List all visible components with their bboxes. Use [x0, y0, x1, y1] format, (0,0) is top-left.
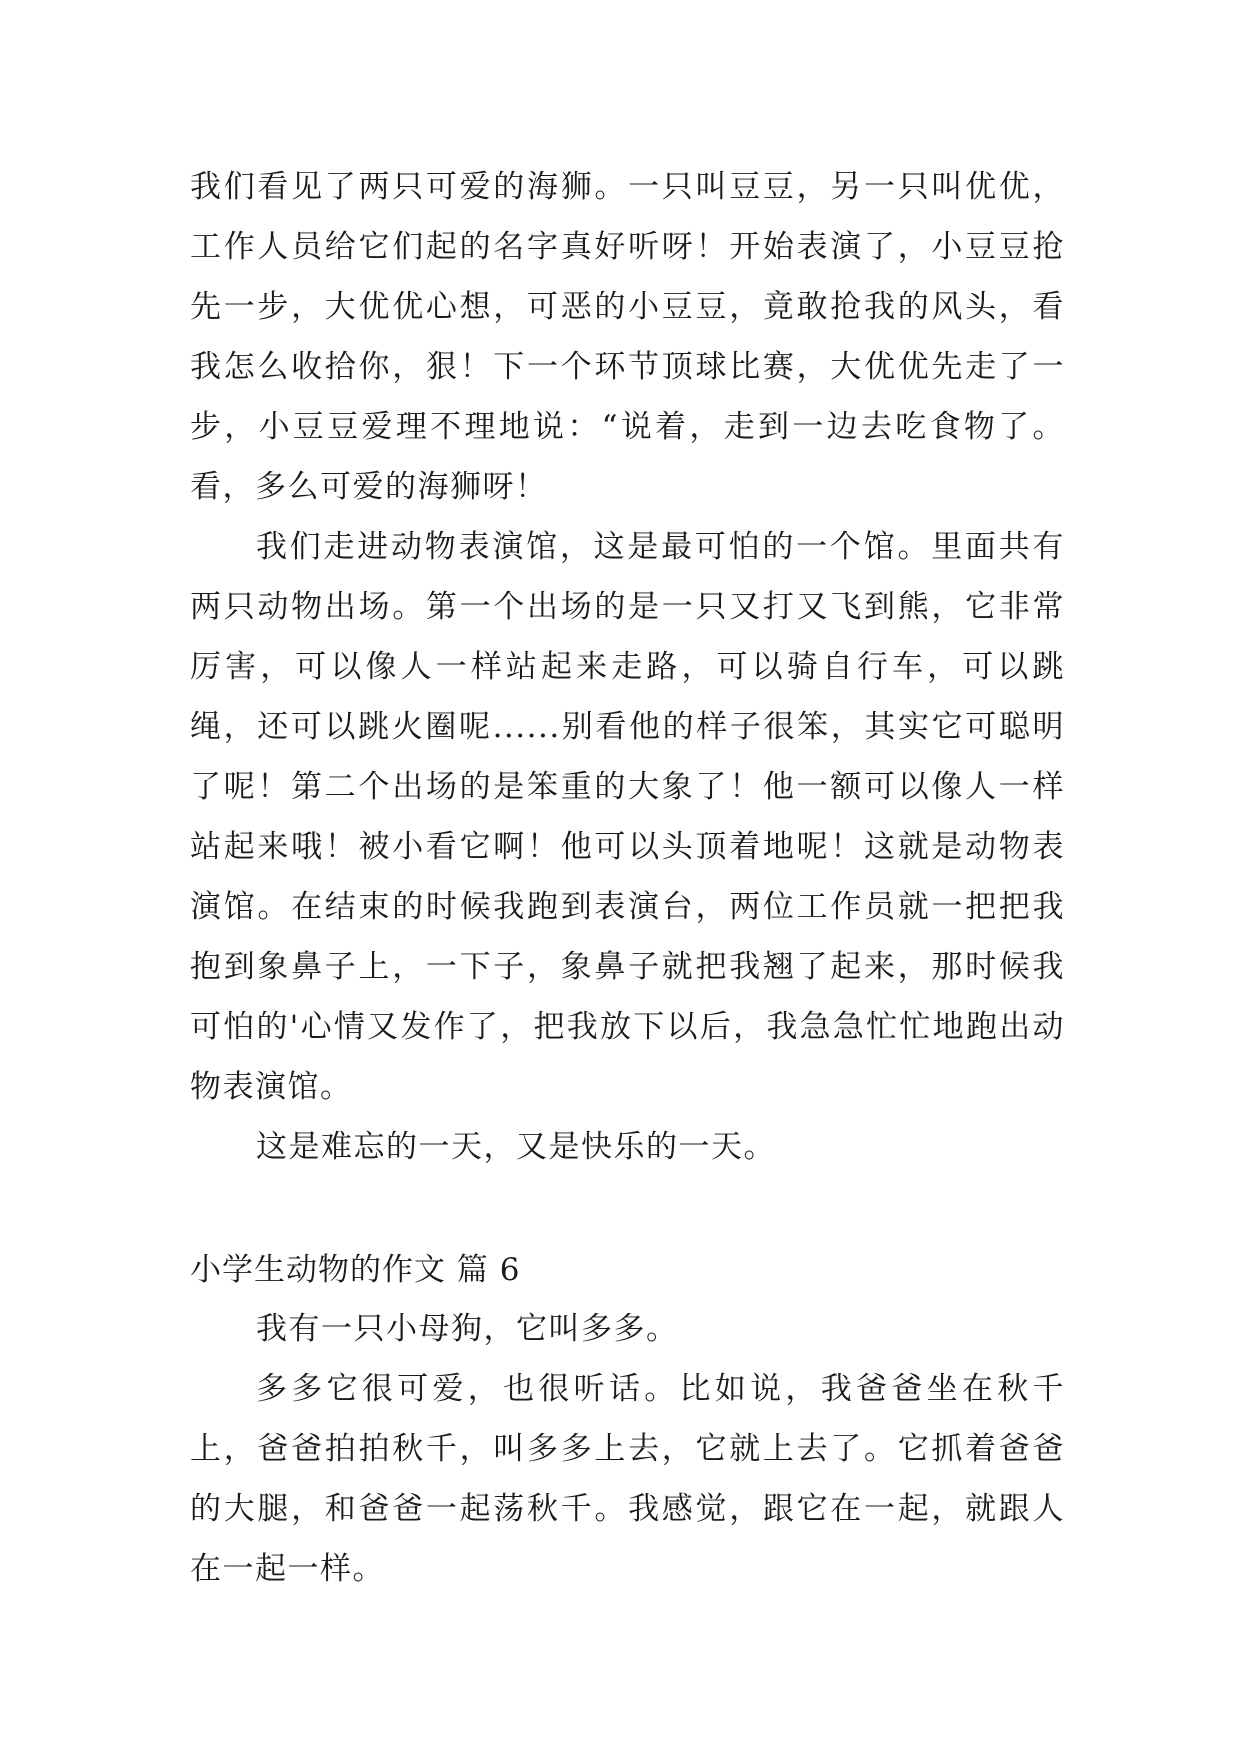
paragraph-duoduo-swing: 多多它很可爱，也很听话。比如说，我爸爸坐在秋千上，爸爸拍拍秋千，叫多多上去，它就上去了。它抓着爸爸的大腿，和爸爸一起荡秋千。我感觉，跟它在一起，就跟人在一起一样。	[190, 1371, 1065, 1587]
document-body	[190, 157, 1065, 1599]
paragraph-memorable-day: 这是难忘的一天，又是快乐的一天。	[256, 1129, 776, 1165]
paragraph-animal-show-hall: 我们走进动物表演馆，这是最可怕的一个馆。里面共有两只动物出场。第一个出场的是一只又打又飞到熊，它非常厉害，可以像人一样站起来走路，可以骑自行车，可以跳绳，还可以跳火圈呢......别看他的样子很笨，其实它可聪明了呢！第二个出场的是笨重的大象了！他一额可以像人一样站起来哦！被小看它啊！他可以头顶着地呢！这就是动物表演馆。在结束的时候我跑到表演台，两位工作员就一把把我抱到象鼻子上，一下子，象鼻子就把我翘了起来，那时候我可怕的'心情又发作了，把我放下以后，我急急忙忙地跑出动物表演馆。	[190, 529, 1065, 1105]
section-heading: 小学生动物的作文 篇 6	[190, 1252, 521, 1288]
paragraph-little-dog: 我有一只小母狗，它叫多多。	[256, 1311, 679, 1347]
paragraph-sea-lions: 我们看见了两只可爱的海狮。一只叫豆豆，另一只叫优优，工作人员给它们起的名字真好听呀！开始表演了，小豆豆抢先一步，大优优心想，可恶的小豆豆，竟敢抢我的风头，看我怎么收拾你，狠！下一个环节顶球比赛，大优优先走了一步，小豆豆爱理不理地说：“说着，走到一边去吃食物了。看，多么可爱的海狮呀！	[190, 169, 1065, 505]
